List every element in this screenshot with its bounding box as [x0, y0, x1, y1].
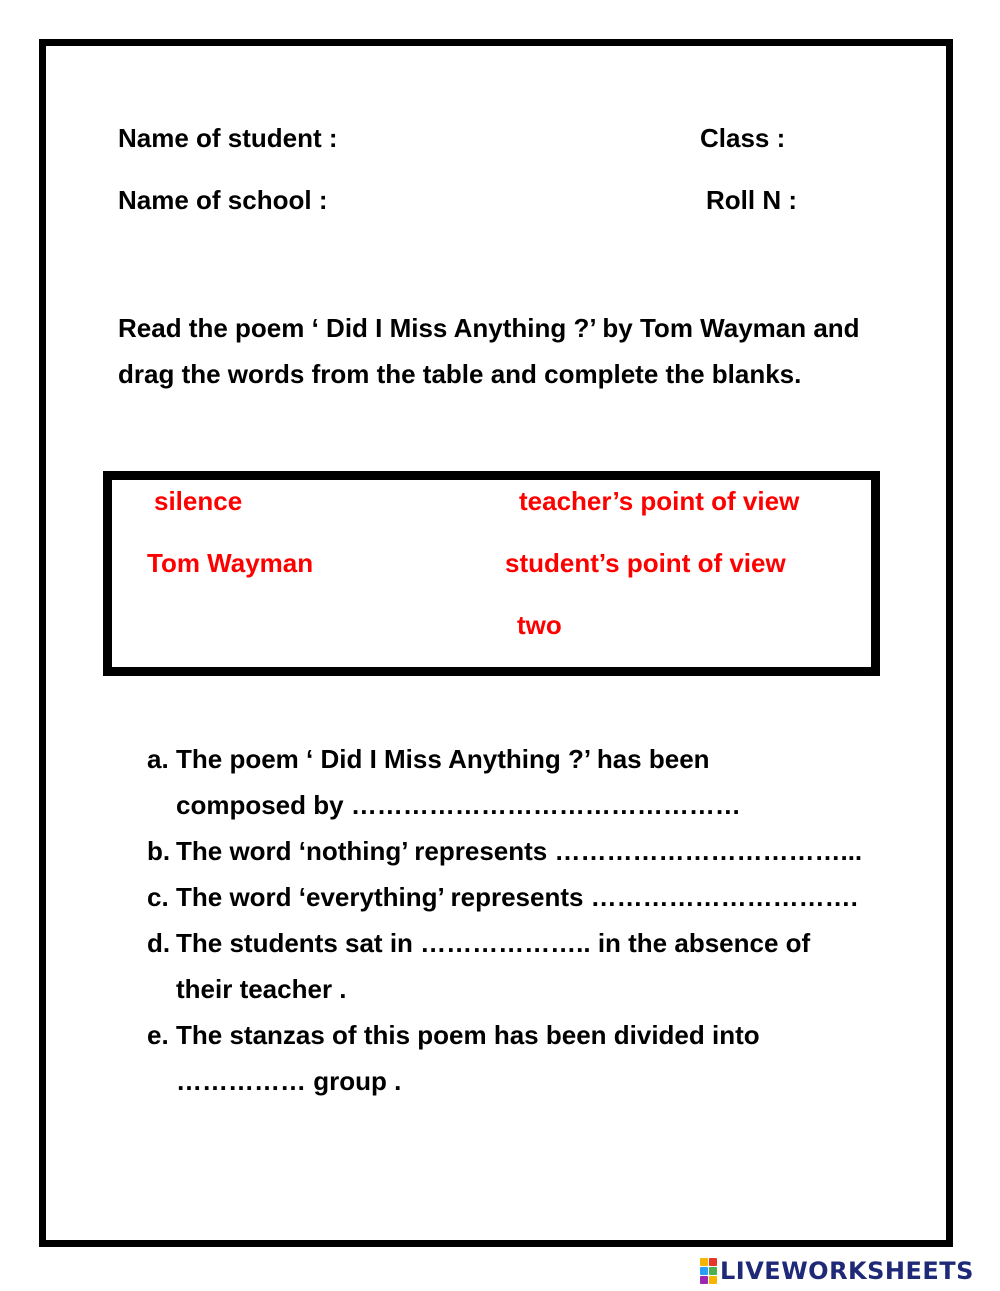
word-bank-item[interactable]: Tom Wayman — [147, 548, 314, 578]
question-letter: d. — [147, 928, 171, 958]
question-letter: b. — [147, 836, 171, 866]
question-blank-line[interactable]: The students sat in ……………….. in the absence of — [176, 928, 811, 958]
question-text: The stanzas of this poem has been divided into — [176, 1020, 760, 1050]
question-letter: a. — [147, 744, 169, 774]
question-blank-line[interactable]: The word ‘nothing’ represents ……………………………... — [176, 836, 863, 866]
class-label: Class : — [700, 123, 786, 153]
instruction-text: Read the poem ‘ Did I Miss Anything ?’ by Tom Wayman and drag the words from the table and complete the blanks. — [118, 313, 860, 389]
question-text: The poem ‘ Did I Miss Anything ?’ has been — [176, 744, 710, 774]
question-text: their teacher . — [176, 974, 347, 1004]
student-name-label: Name of student : — [118, 123, 338, 153]
word-bank-item[interactable]: silence — [154, 486, 243, 516]
word-bank-item[interactable]: teacher’s point of view — [519, 486, 800, 516]
liveworksheets-logo — [700, 1256, 974, 1286]
question-letter: e. — [147, 1020, 169, 1050]
logo-text: LIVEWORKSHEETS — [720, 1257, 974, 1285]
question-blank-line[interactable]: …………… group . — [176, 1066, 402, 1096]
roll-number-label: Roll N : — [706, 185, 797, 215]
liveworksheets-logo-icon — [700, 1258, 717, 1284]
question-letter: c. — [147, 882, 169, 912]
question-blank-line[interactable]: composed by ……………………………………… — [176, 790, 741, 820]
word-bank-item[interactable]: student’s point of view — [505, 548, 786, 578]
word-bank-item[interactable]: two — [517, 610, 562, 640]
school-name-label: Name of school : — [118, 185, 328, 215]
question-blank-line[interactable]: The word ‘everything’ represents …………………………. — [176, 882, 858, 912]
